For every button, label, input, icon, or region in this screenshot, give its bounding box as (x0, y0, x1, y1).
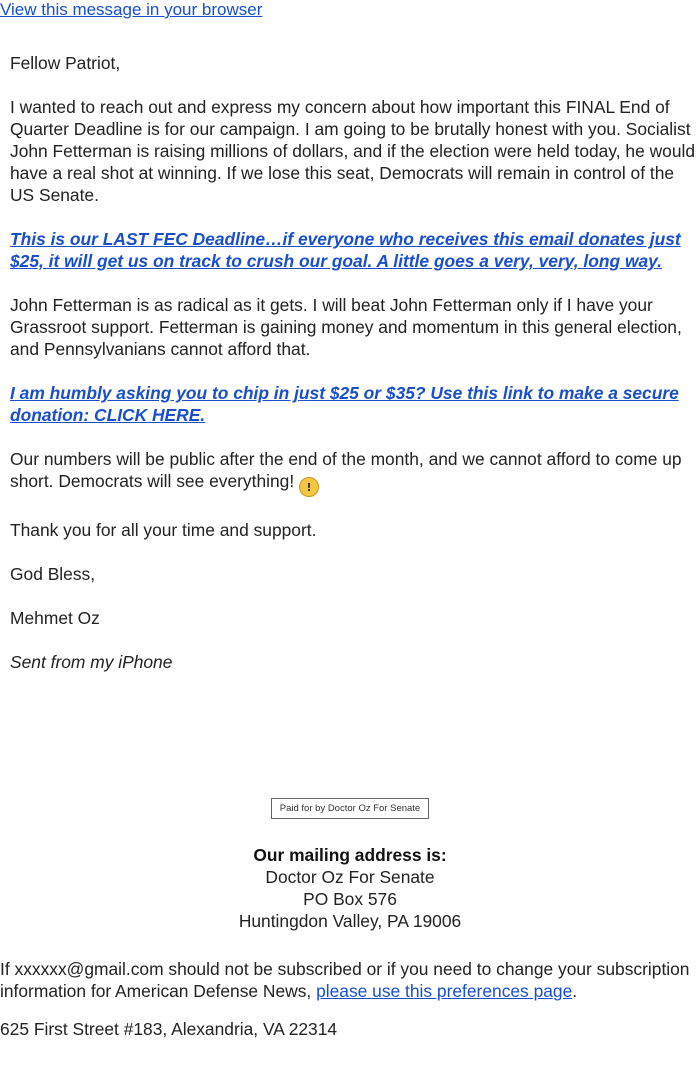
greeting: Fellow Patriot, (10, 53, 121, 73)
donate-link-deadline[interactable]: This is our LAST FEC Deadline…if everyone who receives this email donates just $25, it will get us on track to crush our goal. A little goes a very, very, long way. (10, 229, 681, 271)
cta-paragraph-deadline (10, 228, 696, 272)
subscription-period: . (572, 981, 578, 1001)
subscription-notice (0, 958, 698, 1002)
sent-from-line: Sent from my iPhone (10, 652, 173, 672)
footer-street-address: 625 First Street #183, Alexandria, VA 22314 (0, 1019, 338, 1039)
subscription-text: If xxxxxx@gmail.com should not be subscribed or if you need to change your subscription information for American Defense News, (0, 959, 690, 1001)
donate-link-chip-in[interactable]: I am humbly asking you to chip in just $25 or $35? Use this link to make a secure donation: CLICK HERE. (10, 383, 679, 425)
preferences-page-link[interactable]: please use this preferences page (316, 981, 573, 1001)
paragraph-radical: John Fetterman is as radical as it gets. I will beat John Fetterman only if I have your Grassroot support. Fetterman is gaining money and momentum in this general election, and Pennsylvanians cannot afford that. (10, 295, 682, 359)
paid-for-disclaimer: Paid for by Doctor Oz For Senate (271, 798, 429, 819)
email-body (10, 52, 696, 695)
closing-line: God Bless, (10, 564, 96, 584)
cta-paragraph-chip-in (10, 382, 696, 426)
address-line-city: Huntingdon Valley, PA 19006 (238, 911, 462, 931)
mailing-address-label: Our mailing address is: (253, 845, 447, 865)
numbers-text: Our numbers will be public after the end of the month, and we cannot afford to come up short. Democrats will see everything! (10, 449, 682, 491)
address-line-organization: Doctor Oz For Senate (265, 867, 435, 887)
thanks-line: Thank you for all your time and support. (10, 520, 317, 540)
mailing-address-block (0, 844, 700, 932)
view-in-browser-link[interactable]: View this message in your browser (0, 0, 263, 19)
paragraph-numbers (10, 448, 696, 497)
signature: Mehmet Oz (10, 608, 100, 628)
paragraph-concern: I wanted to reach out and express my concern about how important this FINAL End of Quarter Deadline is for our campaign. I am going to be brutally honest with you. Socialist John Fetterman is raising millions of dollars, and if the election were held today, he would have a real shot at winning. If we lose this seat, Democrats will remain in control of the US Senate. (10, 97, 696, 205)
screaming-face-emoji-icon: ! (299, 477, 319, 497)
address-line-po-box: PO Box 576 (303, 889, 397, 909)
